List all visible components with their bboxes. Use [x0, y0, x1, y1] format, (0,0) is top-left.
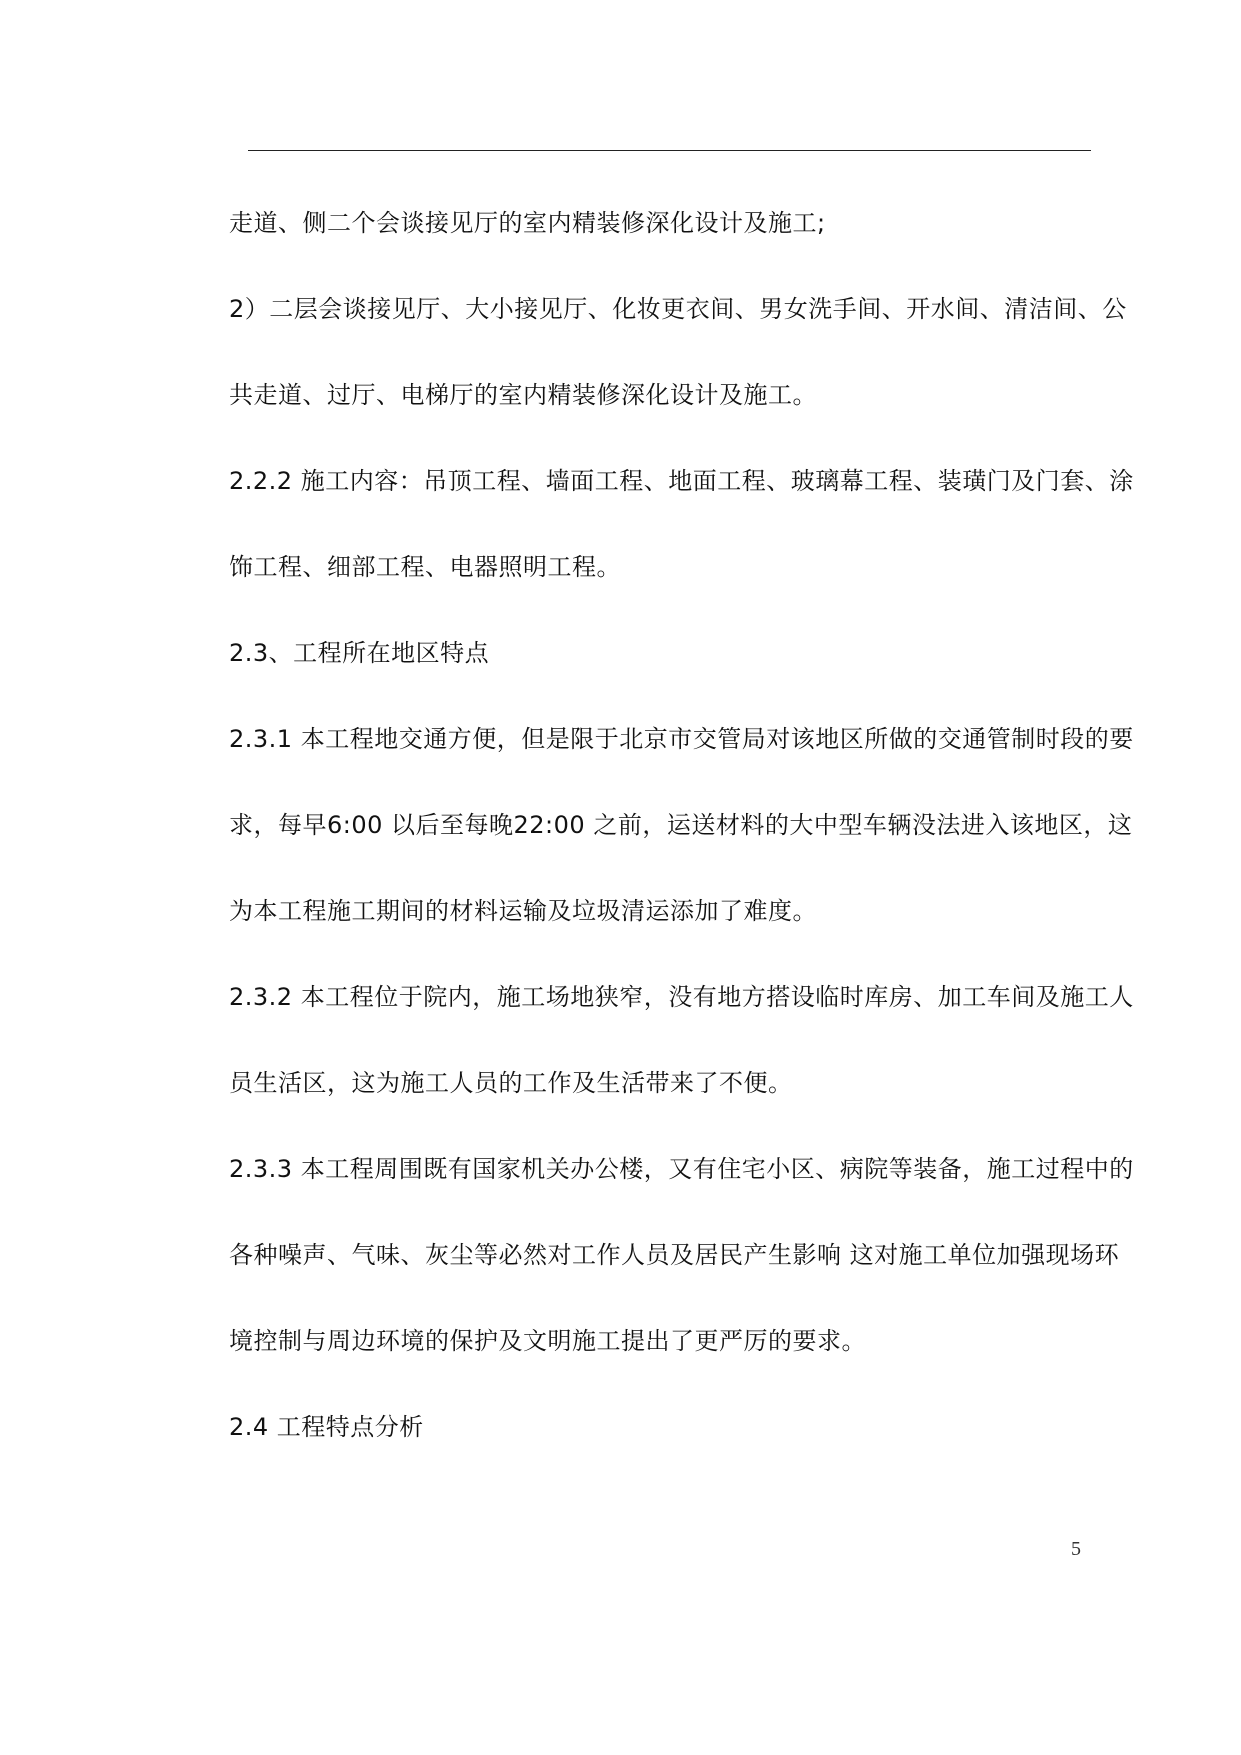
- text-line: 饰工程、细部工程、电器照明工程。: [229, 553, 621, 581]
- header-rule: [248, 150, 1091, 151]
- text-line: 2.3.2 本工程位于院内，施工场地狭窄，没有地方搭设临时库房、加工车间及施工人: [229, 983, 1134, 1011]
- text-line: 2）二层会谈接见厅、大小接见厅、化妆更衣间、男女洗手间、开水间、清洁间、公: [229, 295, 1127, 323]
- text-line: 2.2.2 施工内容：吊顶工程、墙面工程、地面工程、玻璃幕工程、装璜门及门套、涂: [229, 467, 1134, 495]
- text-line: 员生活区，这为施工人员的工作及生活带来了不便。: [229, 1069, 793, 1097]
- text-line: 求，每早6:00 以后至每晚22:00 之前，运送材料的大中型车辆没法进入该地区，这: [229, 811, 1133, 839]
- section-heading: 2.4 工程特点分析: [229, 1413, 424, 1441]
- text-line: 走道、侧二个会谈接见厅的室内精装修深化设计及施工;: [229, 209, 826, 237]
- text-line: 为本工程施工期间的材料运输及垃圾清运添加了难度。: [229, 897, 817, 925]
- text-line: 2.3.1 本工程地交通方便，但是限于北京市交管局对该地区所做的交通管制时段的要: [229, 725, 1134, 753]
- document-body: [229, 186, 1159, 1476]
- page-number: 5: [1071, 1538, 1081, 1560]
- section-heading: 2.3、工程所在地区特点: [229, 639, 490, 667]
- text-line: 境控制与周边环境的保护及文明施工提出了更严厉的要求。: [229, 1327, 866, 1355]
- text-line: 2.3.3 本工程周围既有国家机关办公楼，又有住宅小区、病院等装备，施工过程中的: [229, 1155, 1134, 1183]
- text-line: 共走道、过厅、电梯厅的室内精装修深化设计及施工。: [229, 381, 817, 409]
- text-line: 各种噪声、气味、灰尘等必然对工作人员及居民产生影响 这对施工单位加强现场环: [229, 1241, 1120, 1269]
